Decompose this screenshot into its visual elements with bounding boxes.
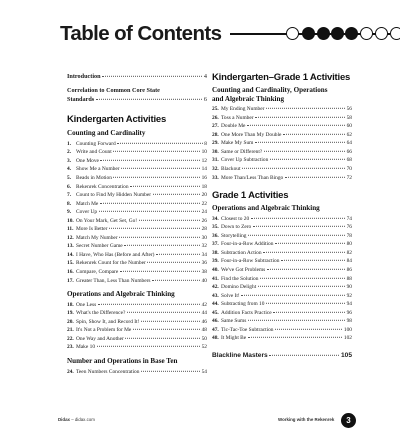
entry-title: It's Not a Problem for Me xyxy=(76,327,132,334)
entry-number: 19. xyxy=(67,310,74,317)
toc-entry[interactable] xyxy=(212,334,352,343)
left-column xyxy=(67,72,207,376)
group-title-k1: Counting and Cardinality, Operations and Algebraic Thinking xyxy=(212,86,328,103)
entry-page: 50 xyxy=(201,335,207,342)
toc-entry[interactable] xyxy=(212,326,352,335)
entry-number: 30. xyxy=(212,148,219,155)
entry-number: 39. xyxy=(212,258,219,265)
entry-title: Same Sums xyxy=(221,318,247,325)
toc-entry[interactable] xyxy=(67,268,207,277)
grade1-entries xyxy=(212,215,352,343)
page-footer xyxy=(58,413,358,429)
entry-page: 48 xyxy=(201,327,207,334)
toc-entry[interactable] xyxy=(67,318,207,327)
toc-entry[interactable] xyxy=(67,165,207,174)
entry-page: 12 xyxy=(201,157,207,164)
entry-page: 76 xyxy=(346,224,352,231)
toc-entry[interactable] xyxy=(67,326,207,335)
toc-entry[interactable] xyxy=(67,225,207,234)
entry-title: On Your Mark, Get Set, Go! xyxy=(76,217,138,224)
entry-number: 42. xyxy=(212,284,219,291)
entry-number: 46. xyxy=(212,318,219,325)
entry-title: Make My Sum xyxy=(221,140,254,147)
publisher-credit: Didax – didax.com xyxy=(58,417,95,422)
toc-entry[interactable] xyxy=(67,309,207,318)
dot-leader xyxy=(102,76,202,77)
entry-number: 44. xyxy=(212,301,219,308)
dot-leader xyxy=(141,370,200,371)
entry-page: 24 xyxy=(201,209,207,216)
entry-title: Spin, Show It, and Record It! xyxy=(76,318,140,325)
toc-entry[interactable] xyxy=(67,217,207,226)
entry-number: 43. xyxy=(212,292,219,299)
group-title: Counting and Cardinality xyxy=(67,129,146,138)
entry-title: My Ending Number xyxy=(221,106,265,113)
dot-leader xyxy=(97,346,201,347)
entry-title: One Less xyxy=(76,301,97,308)
entry-title: Four-in-a-Row Addition xyxy=(221,241,274,248)
toc-entry[interactable] xyxy=(67,259,207,268)
entry-number: 34. xyxy=(212,215,219,222)
entry-title: Solve It! xyxy=(221,292,240,299)
dot-leader xyxy=(124,245,200,246)
entry-number: 33. xyxy=(212,174,219,181)
dot-leader xyxy=(281,260,345,261)
entry-page: 46 xyxy=(201,318,207,325)
entry-page: 74 xyxy=(346,215,352,222)
toc-entry[interactable] xyxy=(212,240,352,249)
dot-leader xyxy=(247,125,345,126)
entry-title: Find the Solution xyxy=(221,275,259,282)
entry-number: 21. xyxy=(67,327,74,334)
entry-number: 31. xyxy=(212,157,219,164)
entry-number: 20. xyxy=(67,318,74,325)
entry-number: 47. xyxy=(212,326,219,333)
toc-entry[interactable] xyxy=(212,223,352,232)
entry-title: More Is Better xyxy=(76,226,108,233)
entry-number: 7. xyxy=(67,192,72,199)
entry-number: 17. xyxy=(67,277,74,284)
toc-entry[interactable] xyxy=(212,309,352,318)
page-number: 3 xyxy=(341,413,356,428)
dot-leader xyxy=(275,243,345,244)
entry-page: 100 xyxy=(343,326,352,333)
entry-title: Make 10 xyxy=(76,344,96,351)
entry-title: Same or Different? xyxy=(221,148,263,155)
dot-leader xyxy=(133,329,200,330)
entry-page: 96 xyxy=(346,309,352,316)
dot-leader xyxy=(266,108,345,109)
bead-icon xyxy=(375,27,388,40)
dot-leader xyxy=(139,220,201,221)
entry-page: 84 xyxy=(346,258,352,265)
entry-title: Toss a Number xyxy=(221,114,254,121)
dot-leader xyxy=(270,159,345,160)
entry-number: 48. xyxy=(212,335,219,342)
dot-leader xyxy=(121,168,200,169)
bead-icon xyxy=(345,27,358,40)
entry-page: 34 xyxy=(201,251,207,258)
toc-entry[interactable] xyxy=(212,292,352,301)
entry-title: Closest to 20 xyxy=(221,215,250,222)
section-title-kindergarten: Kindergarten Activities xyxy=(67,114,167,126)
entry-number: 41. xyxy=(212,275,219,282)
entry-title: Blackout xyxy=(221,166,241,173)
entry-title: What's the Difference? xyxy=(76,310,126,317)
entry-number: 22. xyxy=(67,335,74,342)
entry-page: 88 xyxy=(346,275,352,282)
toc-entry[interactable] xyxy=(212,266,352,275)
entry-page: 18 xyxy=(201,183,207,190)
toc-entry[interactable] xyxy=(212,156,352,165)
toc-entry[interactable] xyxy=(67,140,207,149)
entry-number: 27. xyxy=(212,123,219,130)
entry-number: 32. xyxy=(212,166,219,173)
toc-entry[interactable] xyxy=(67,301,207,310)
entry-page: 10 xyxy=(201,149,207,156)
group-title-grade1: Operations and Algebraic Thinking xyxy=(212,204,320,213)
entry-number: 15. xyxy=(67,260,74,267)
dot-leader xyxy=(100,160,200,161)
dot-leader xyxy=(255,142,345,143)
entry-number: 24. xyxy=(67,368,74,375)
entry-page: 42 xyxy=(201,301,207,308)
entry-number: 37. xyxy=(212,241,219,248)
entry-title: Rekenrek Concentration xyxy=(76,183,129,190)
toc-entry[interactable] xyxy=(212,317,352,326)
entry-page: 44 xyxy=(201,310,207,317)
entry-number: 13. xyxy=(67,243,74,250)
group-title: Operations and Algebraic Thinking xyxy=(67,290,175,299)
toc-entry[interactable] xyxy=(67,200,207,209)
entry-page: 64 xyxy=(346,140,352,147)
entry-page: 102 xyxy=(343,335,352,342)
entry-title: Addition Facts Practice xyxy=(221,309,272,316)
entry-title: I Have, Who Has (Before and After) xyxy=(76,251,155,258)
entry-number: 40. xyxy=(212,266,219,273)
toc-entry[interactable] xyxy=(212,131,352,140)
toc-entry[interactable] xyxy=(212,174,352,183)
dot-leader xyxy=(242,168,345,169)
toc-entry[interactable] xyxy=(212,283,352,292)
book-title: Working with the Rekenrek xyxy=(278,417,335,422)
toc-entry[interactable] xyxy=(67,277,207,286)
entry-title: More Than/Less Than Bingo xyxy=(221,174,284,181)
entry-page: 52 xyxy=(201,344,207,351)
entry-number: 23. xyxy=(67,344,74,351)
entry-number: 4. xyxy=(67,166,72,173)
dot-leader xyxy=(285,176,345,177)
dot-leader xyxy=(241,294,345,295)
entry-title: Down to Zero xyxy=(221,224,252,231)
entry-page: 60 xyxy=(346,123,352,130)
entry-page: 68 xyxy=(346,157,352,164)
entry-page: 92 xyxy=(346,292,352,299)
entry-number: 38. xyxy=(212,249,219,256)
entry-page: 20 xyxy=(201,192,207,199)
entry-title: One More Than My Double xyxy=(221,131,282,138)
toc-entry[interactable] xyxy=(212,122,352,131)
entry-number: 12. xyxy=(67,234,74,241)
entry-number: 1. xyxy=(67,140,72,147)
entry-title: It Might Be xyxy=(221,335,247,342)
entry-title: Cover Up xyxy=(76,209,98,216)
bead-icon xyxy=(390,27,400,40)
entry-title: One Move xyxy=(76,157,99,164)
page-header xyxy=(60,22,400,46)
dot-leader xyxy=(266,303,345,304)
dot-leader xyxy=(267,269,345,270)
toc-entry[interactable] xyxy=(212,249,352,258)
dot-leader xyxy=(96,98,203,99)
toc-entry[interactable] xyxy=(67,157,207,166)
toc-entry[interactable] xyxy=(212,114,352,123)
dot-leader xyxy=(100,202,200,203)
entry-page: 22 xyxy=(201,200,207,207)
dot-leader xyxy=(109,228,200,229)
rekenrek-beads xyxy=(230,27,398,41)
entry-page: 14 xyxy=(201,166,207,173)
entry-page: 80 xyxy=(346,241,352,248)
entry-number: 9. xyxy=(67,209,72,216)
entry-page: 72 xyxy=(346,174,352,181)
dot-leader xyxy=(147,262,200,263)
entry-number: 26. xyxy=(212,114,219,121)
entry-page: 86 xyxy=(346,266,352,273)
entry-title: Match Me xyxy=(76,200,99,207)
entry-title: Storytelling xyxy=(221,232,247,239)
entry-page: 26 xyxy=(201,217,207,224)
entry-page: 78 xyxy=(346,232,352,239)
toc-entry[interactable] xyxy=(67,335,207,344)
entry-page: 8 xyxy=(204,140,207,147)
toc-entry[interactable] xyxy=(67,242,207,251)
dot-leader xyxy=(260,277,345,278)
entry-number: 29. xyxy=(212,140,219,147)
section-title-grade1: Grade 1 Activities xyxy=(212,190,289,202)
dot-leader xyxy=(264,151,345,152)
toc-entry[interactable] xyxy=(67,368,207,377)
entry-page: 70 xyxy=(346,166,352,173)
entry-number: 25. xyxy=(212,106,219,113)
dot-leader xyxy=(255,117,345,118)
entry-title: Counting Forward xyxy=(76,140,116,147)
entry-page: 94 xyxy=(346,301,352,308)
dot-leader xyxy=(99,211,200,212)
entry-number: 18. xyxy=(67,301,74,308)
entry-number: 8. xyxy=(67,200,72,207)
entry-number: 35. xyxy=(212,224,219,231)
dot-leader xyxy=(152,279,200,280)
toc-entry[interactable] xyxy=(212,300,352,309)
dot-leader xyxy=(248,320,345,321)
dot-leader xyxy=(113,151,200,152)
toc-entry[interactable] xyxy=(212,232,352,241)
entry-number: 2. xyxy=(67,149,72,156)
entry-number: 16. xyxy=(67,268,74,275)
toc-entry[interactable] xyxy=(212,105,352,114)
entry-title: Write and Count xyxy=(76,149,112,156)
entry-number: 11. xyxy=(67,226,74,233)
dot-leader xyxy=(141,321,200,322)
dot-leader xyxy=(275,329,342,330)
entry-page: 30 xyxy=(201,234,207,241)
toc-entry[interactable] xyxy=(212,139,352,148)
entry-number: 6. xyxy=(67,183,72,190)
toc-entry-correlation[interactable]: Correlation to Common Core State Standards 6 xyxy=(67,87,207,103)
dot-leader xyxy=(251,218,345,219)
entry-title: One Way and Another xyxy=(76,335,124,342)
entry-number: 45. xyxy=(212,309,219,316)
entry-number: 14. xyxy=(67,251,74,258)
entry-title: Cover Up Subtraction xyxy=(221,157,269,164)
toc-entry[interactable] xyxy=(212,148,352,157)
entry-number: 10. xyxy=(67,217,74,224)
entry-page: 38 xyxy=(201,268,207,275)
toc-entry[interactable] xyxy=(67,234,207,243)
entry-page: 90 xyxy=(346,284,352,291)
dot-leader xyxy=(273,312,345,313)
right-column xyxy=(212,72,352,361)
entry-number: 28. xyxy=(212,131,219,138)
dot-leader xyxy=(269,355,339,356)
dot-leader xyxy=(263,252,345,253)
bead-icon xyxy=(331,27,344,40)
section-title-k1: Kindergarten–Grade 1 Activities xyxy=(212,72,351,83)
dot-leader xyxy=(258,286,345,287)
bead-icon xyxy=(302,27,315,40)
entry-page: 62 xyxy=(346,131,352,138)
entry-title: Double Me xyxy=(221,123,246,130)
toc-entry-blackline-masters[interactable]: Blackline Masters 105 xyxy=(212,351,352,359)
toc-entry[interactable] xyxy=(67,251,207,260)
dot-leader xyxy=(248,337,343,338)
entry-title: Four-in-a-Row Subtraction xyxy=(221,258,280,265)
entry-title: Count to Find My Hidden Number xyxy=(76,192,152,199)
dot-leader xyxy=(127,312,200,313)
entry-title: Subtraction Action xyxy=(221,249,262,256)
dot-leader xyxy=(120,271,200,272)
dot-leader xyxy=(283,134,345,135)
entry-title: Domino Delight xyxy=(221,284,257,291)
dot-leader xyxy=(117,143,203,144)
entry-title: Teen Numbers Concentration xyxy=(76,368,140,375)
entry-page: 82 xyxy=(346,249,352,256)
entry-title: Secret Number Game xyxy=(76,243,123,250)
entry-page: 56 xyxy=(346,106,352,113)
bead-icon xyxy=(286,27,299,40)
entry-page: 32 xyxy=(201,243,207,250)
entry-title: Rekenrek Count for the Number xyxy=(76,260,146,267)
entry-page: 28 xyxy=(201,226,207,233)
entry-number: 3. xyxy=(67,157,72,164)
entry-page: 40 xyxy=(201,277,207,284)
toc-entry[interactable] xyxy=(67,148,207,157)
entry-title: We've Got Problems xyxy=(221,266,266,273)
toc-entry[interactable] xyxy=(212,215,352,224)
dot-leader xyxy=(119,237,200,238)
toc-entry[interactable] xyxy=(212,275,352,284)
entry-title: Tic-Tac-Toe Subtraction xyxy=(221,326,274,333)
dot-leader xyxy=(113,177,200,178)
toc-entry[interactable] xyxy=(67,191,207,200)
bead-icon xyxy=(360,27,373,40)
entry-title: Match My Number xyxy=(76,234,118,241)
entry-title: Greater Than, Less Than Numbers xyxy=(76,277,151,284)
dot-leader xyxy=(125,338,200,339)
toc-entry[interactable] xyxy=(67,208,207,217)
entry-number: 5. xyxy=(67,174,72,181)
dot-leader xyxy=(156,254,200,255)
dot-leader xyxy=(130,185,200,186)
page-title: Table of Contents xyxy=(60,22,222,45)
entry-number: 36. xyxy=(212,232,219,239)
toc-entry[interactable] xyxy=(67,174,207,183)
left-groups xyxy=(67,129,207,376)
group-title: Number and Operations in Base Ten xyxy=(67,356,178,365)
entry-title: Show Me a Number xyxy=(76,166,120,173)
dot-leader xyxy=(153,194,201,195)
entry-page: 98 xyxy=(346,318,352,325)
toc-entry-introduction[interactable]: Introduction 4 xyxy=(67,73,207,80)
toc-entry[interactable] xyxy=(212,165,352,174)
dot-leader xyxy=(98,303,200,304)
dot-leader xyxy=(248,235,345,236)
entry-page: 36 xyxy=(201,260,207,267)
entry-page: 54 xyxy=(201,368,207,375)
entry-page: 58 xyxy=(346,114,352,121)
bead-icon xyxy=(317,27,330,40)
entry-title: Subtracting from 10 xyxy=(221,301,265,308)
toc-entry[interactable] xyxy=(67,343,207,352)
toc-entry[interactable] xyxy=(212,257,352,266)
entry-page: 66 xyxy=(346,148,352,155)
k1-entries xyxy=(212,105,352,182)
entry-title: Beads in Motion xyxy=(76,174,112,181)
entry-page: 16 xyxy=(201,174,207,181)
toc-entry[interactable] xyxy=(67,183,207,192)
entry-title: Compare, Compare xyxy=(76,268,119,275)
dot-leader xyxy=(253,226,345,227)
